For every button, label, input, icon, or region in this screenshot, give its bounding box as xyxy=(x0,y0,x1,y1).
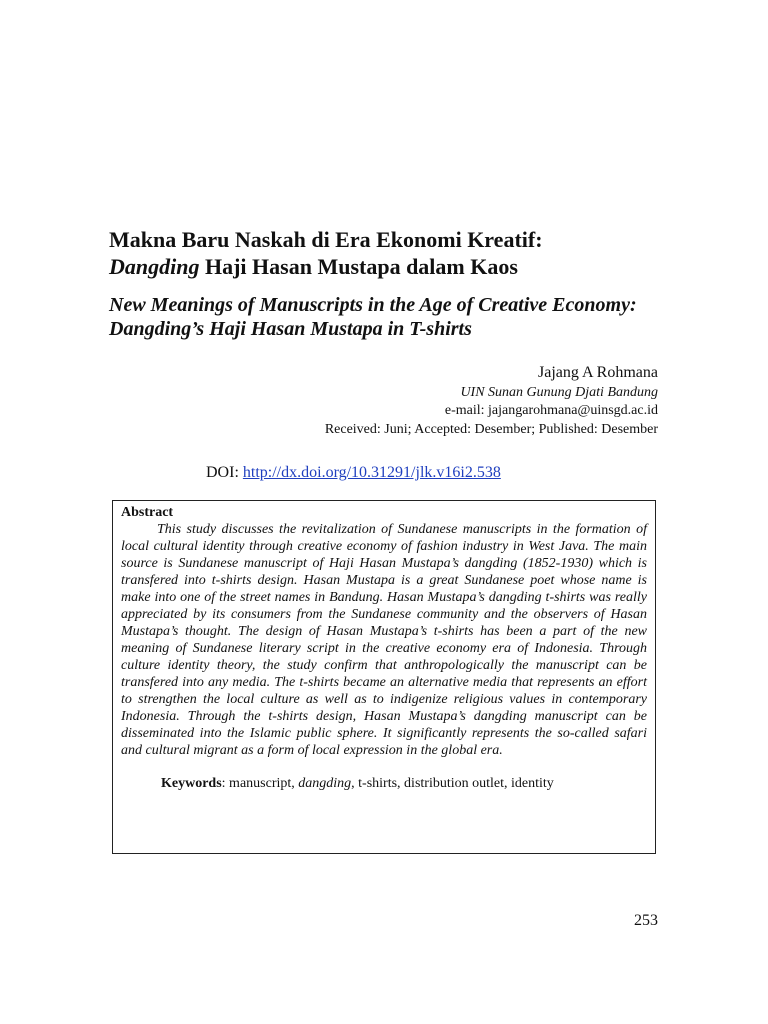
keywords-label: Keywords xyxy=(161,776,222,791)
keywords-line xyxy=(121,775,647,792)
title-indonesian-line1: Makna Baru Naskah di Era Ekonomi Kreatif: xyxy=(109,227,543,252)
publication-dates: Received: Juni; Accepted: Desember; Published: Desember xyxy=(324,422,658,437)
abstract-box xyxy=(112,500,656,854)
doi-label: DOI: xyxy=(206,464,243,481)
title-english: New Meanings of Manuscripts in the Age of Creative Economy: Dangding’s Haji Hasan Mustapa in T-shirts xyxy=(109,294,637,340)
title-indonesian-line2-rest: Haji Hasan Mustapa dalam Kaos xyxy=(199,254,518,279)
keywords-after: , t-shirts, distribution outlet, identity xyxy=(351,776,554,791)
author-email: e-mail: jajangarohmana@uinsgd.ac.id xyxy=(444,403,658,418)
page-number: 253 xyxy=(634,912,658,929)
keywords-before: : manuscript, xyxy=(221,776,299,791)
author-block xyxy=(325,362,658,440)
author-name: Jajang A Rohmana xyxy=(538,364,658,381)
title-indonesian-line2 xyxy=(109,253,669,280)
doi-line xyxy=(206,463,501,483)
abstract-body: This study discusses the revitalization of Sundanese manuscripts in the formation of local cultural identity through creative economy of fashion industry in West Java. The main source is Sundanese manuscript of Haji Hasan Mustapa’s dangding (1852-1930) which is transfered into t-shirts design. Hasan Mustapa is a great Sundanese poet whose name is make into one of the street names in Bandung. Hasan Mustapa’s dangding t-shirts was really appreciated by its consumers from the Sundanese community and the observers of Hasan Mustapa’s thought. The design of Hasan Mustapa’s t-shirts has been a part of the new meaning of Sundanese literary script in the creative economy era of Indonesia. Through culture identity theory, the study confirm that anthropologically the manuscript can be transfered into any media. The t-shirts became an alternative media that represents an effort to strengthen the local culture as well as to indigenize religious values in contemporary Indonesia. Through the t-shirts design, Hasan Mustapa’s dangding manuscript can be disseminated into the Islamic public sphere. It significantly represents the so-called safari and cultural migrant as a form of local expression in the global era. xyxy=(121,522,647,758)
title-indonesian xyxy=(109,226,669,280)
abstract-heading: Abstract xyxy=(121,505,174,520)
keywords-italic: dangding xyxy=(298,776,352,791)
title-dangding-italic: Dangding xyxy=(109,254,200,279)
doi-link[interactable]: http://dx.doi.org/10.31291/jlk.v16i2.538 xyxy=(242,464,501,481)
author-affiliation: UIN Sunan Gunung Djati Bandung xyxy=(460,385,658,400)
